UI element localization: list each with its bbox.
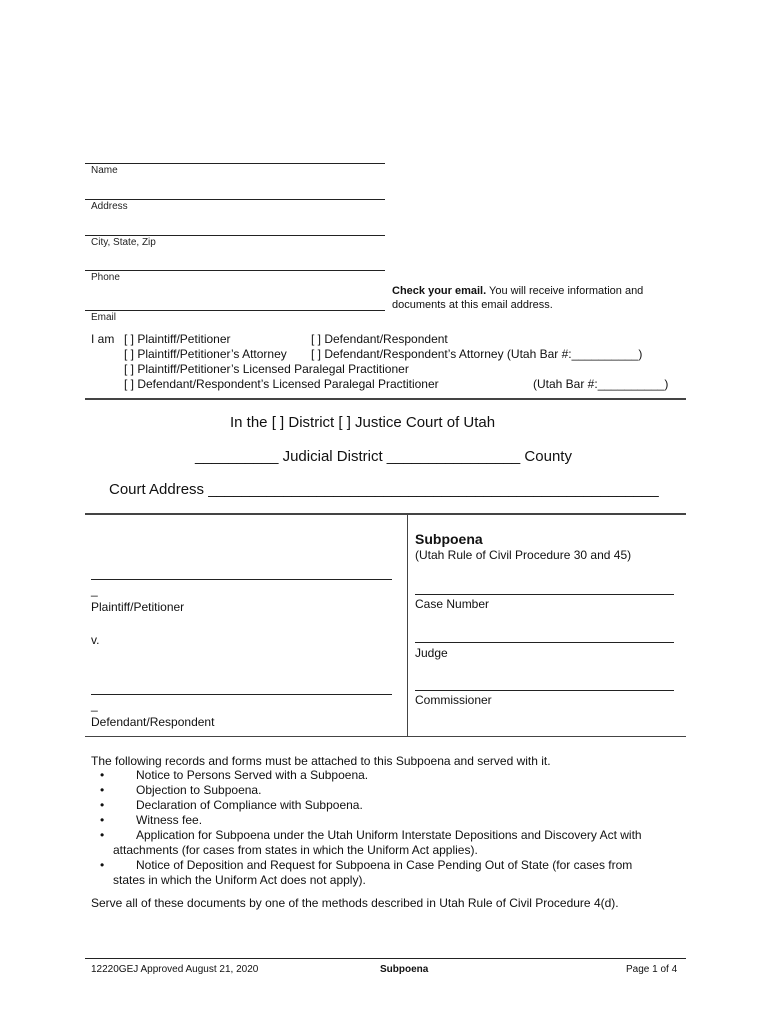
judge-label: Judge (415, 646, 448, 660)
form-id: 12220GEJ Approved August 21, 2020 (91, 964, 259, 975)
role-plaintiff-paralegal[interactable]: [ ] Plaintiff/Petitioner’s Licensed Paralegal Practitioner (124, 362, 409, 376)
header-divider (85, 398, 686, 400)
list-item-continuation: states in which the Uniform Act does not apply). (113, 873, 366, 887)
bullet-icon: • (100, 798, 105, 812)
address-label: Address (91, 201, 128, 212)
phone-label: Phone (91, 272, 120, 283)
email-note-line2: documents at this email address. (392, 299, 553, 311)
email-note-rest: You will receive information and (486, 285, 644, 297)
role-defendant[interactable]: [ ] Defendant/Respondent (311, 332, 448, 346)
role-plaintiff[interactable]: [ ] Plaintiff/Petitioner (124, 332, 231, 346)
email-label: Email (91, 312, 117, 323)
plaintiff-label: Plaintiff/Petitioner (91, 600, 185, 614)
phone-line (85, 270, 385, 271)
list-item-text: Objection to Subpoena. (136, 783, 262, 797)
role-defendant-attorney[interactable]: [ ] Defendant/Respondent’s Attorney (Utah Bar #:__________) (311, 347, 643, 361)
list-item (92, 783, 261, 797)
page-number: Page 1 of 4 (626, 964, 678, 975)
city-label: City, State, Zip (91, 237, 156, 248)
list-item-text: Application for Subpoena under the Utah Uniform Interstate Depositions and Discovery Act with (136, 828, 642, 842)
role-bar-number: (Utah Bar #:__________) (533, 377, 669, 391)
caption-bottom-border (85, 736, 686, 737)
case-number-line (415, 594, 674, 595)
versus: v. (91, 633, 100, 647)
list-item (92, 813, 202, 827)
name-label: Name (91, 165, 118, 176)
list-item-text: Notice to Persons Served with a Subpoena. (136, 768, 369, 782)
commissioner-line (415, 690, 674, 691)
bullet-icon: • (100, 768, 105, 782)
list-item (92, 798, 363, 812)
bullet-icon: • (100, 783, 105, 797)
plaintiff-mark: _ (91, 583, 98, 597)
bullet-icon: • (100, 828, 105, 842)
caption-divider (407, 514, 408, 736)
defendant-mark: _ (91, 698, 98, 712)
defendant-line (91, 694, 392, 695)
rule-reference: (Utah Rule of Civil Procedure 30 and 45) (415, 548, 632, 562)
list-item (92, 828, 642, 842)
plaintiff-line (91, 579, 392, 580)
defendant-label: Defendant/Respondent (91, 715, 215, 729)
list-item (92, 768, 368, 782)
court-line-1: In the [ ] District [ ] Justice Court of Utah (230, 414, 496, 431)
serve-instructions: Serve all of these documents by one of the methods described in Utah Rule of Civil Procedure 4(d). (91, 896, 619, 910)
judge-line (415, 642, 674, 643)
email-note (392, 284, 643, 312)
city-line (85, 235, 385, 236)
footer-title: Subpoena (380, 964, 429, 975)
email-line (85, 310, 385, 311)
attachments-intro: The following records and forms must be attached to this Subpoena and served with it. (91, 754, 551, 768)
role-defendant-paralegal[interactable]: [ ] Defendant/Respondent’s Licensed Paralegal Practitioner (124, 377, 439, 391)
list-item-text: Witness fee. (136, 813, 203, 827)
case-number-label: Case Number (415, 597, 490, 611)
address-line (85, 199, 385, 200)
i-am-label: I am (91, 332, 115, 346)
commissioner-label: Commissioner (415, 693, 492, 707)
email-note-bold: Check your email. (392, 285, 487, 297)
caption-top-border (85, 513, 686, 515)
role-plaintiff-attorney[interactable]: [ ] Plaintiff/Petitioner’s Attorney (124, 347, 287, 361)
list-item-text: Declaration of Compliance with Subpoena. (136, 798, 363, 812)
bullet-icon: • (100, 813, 105, 827)
court-address: Court Address ______________________________________________________ (109, 481, 659, 498)
bullet-icon: • (100, 858, 105, 872)
footer-divider (85, 958, 686, 959)
name-line (85, 163, 385, 164)
document-title: Subpoena (415, 531, 483, 547)
list-item (92, 858, 632, 872)
list-item-text: Notice of Deposition and Request for Subpoena in Case Pending Out of State (for cases from (136, 858, 633, 872)
list-item-continuation: attachments (for cases from states in which the Uniform Act applies). (113, 843, 478, 857)
court-line-2: __________ Judicial District ________________ County (195, 448, 572, 465)
